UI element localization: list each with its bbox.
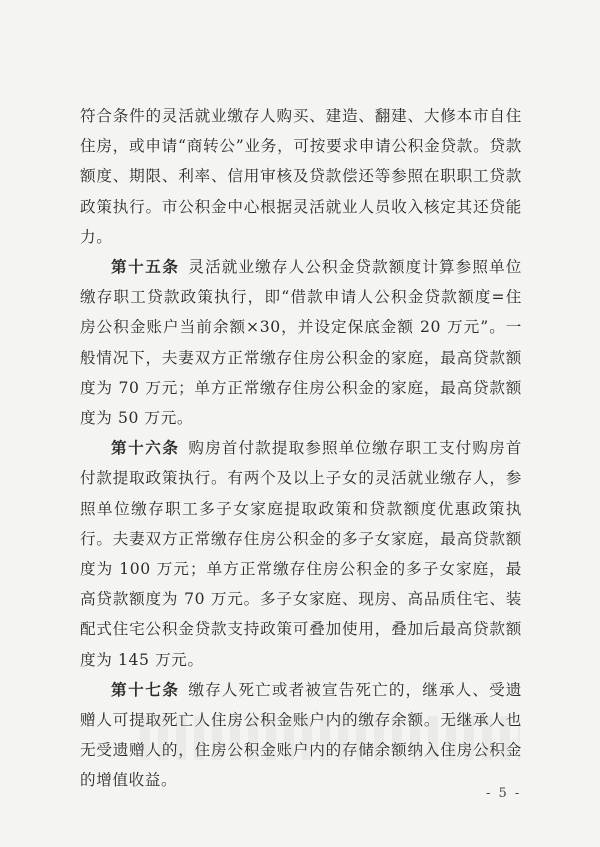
article-16 (80, 433, 522, 675)
paragraph-text: 符合条件的灵活就业缴存人购买、建造、翻建、大修本市自住住房，或申请“商转公”业务，可按要求申请公积金贷款。贷款额度、期限、利率、信用审核及贷款偿还等参照在职职工贷款政策执行。市公积金中心根据灵活就业人员收入核定其还贷能力。 (80, 107, 522, 246)
paragraph-continuation (80, 101, 522, 252)
article-heading: 第十五条 (111, 257, 180, 277)
article-17 (80, 675, 522, 796)
article-heading: 第十七条 (111, 679, 180, 699)
page-number: - 5 - (486, 786, 522, 801)
document-body (80, 101, 522, 796)
paragraph-text: 缴存人死亡或者被宣告死亡的，继承人、受遗赠人可提取死亡人住房公积金账户内的缴存余额。无继承人也无受遗赠人的，住房公积金账户内的存储余额纳入住房公积金的增值收益。 (80, 680, 522, 790)
paragraph-text: 灵活就业缴存人公积金贷款额度计算参照单位缴存职工贷款政策执行，即“借款申请人公积金贷款额度=住房公积金账户当前余额×30，并设定保底金额 20 万元”。一般情况下，夫妻双方正常缴存住房公积金的家庭，最高贷款额度为 70 万元；单方正常缴存住房公积金的家庭，最高贷款额度为 50 万元。 (80, 258, 522, 428)
paragraph-text: 购房首付款提取参照单位缴存职工支付购房首付款提取政策执行。有两个及以上子女的灵活就业缴存人，参照单位缴存职工多子女家庭提取政策和贷款额度优惠政策执行。夫妻双方正常缴存住房公积金的多子女家庭，最高贷款额度为 100 万元；单方正常缴存住房公积金的多子女家庭，最高贷款额度为 70 万元。多子女家庭、现房、高品质住宅、装配式住宅公积金贷款支持政策可叠加使用，叠加后最高贷款额度为 145 万元。 (80, 439, 522, 669)
article-15 (80, 252, 522, 433)
article-heading: 第十六条 (111, 438, 180, 458)
